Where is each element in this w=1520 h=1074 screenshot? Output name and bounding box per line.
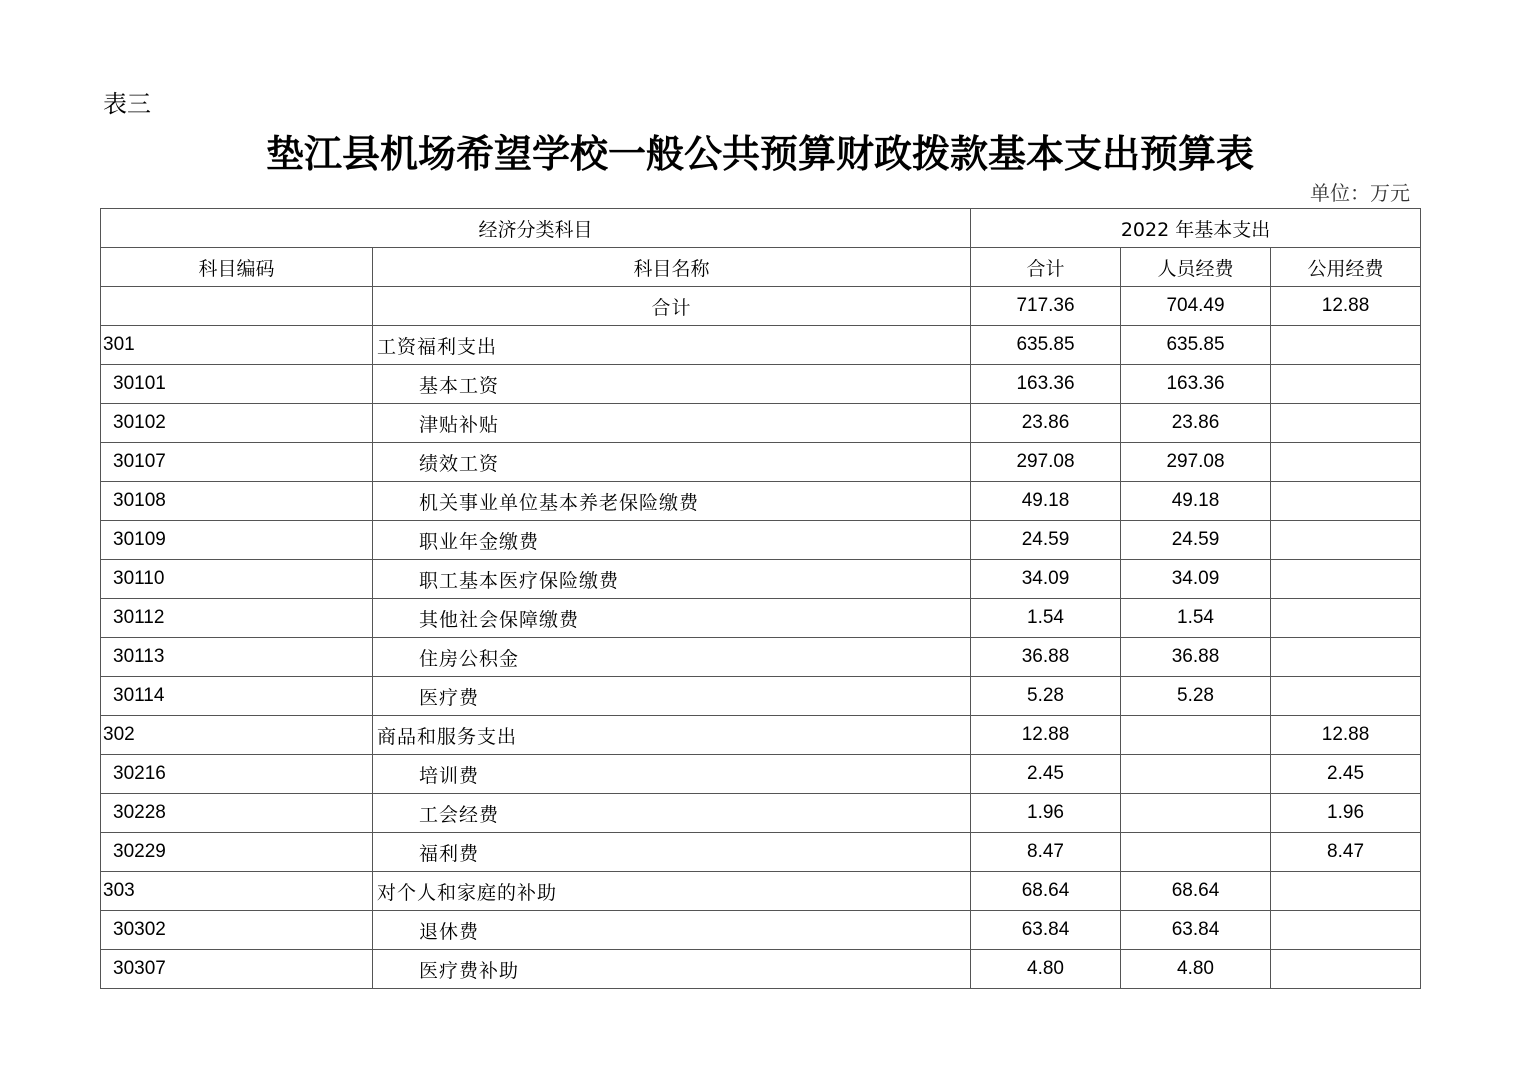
table-row	[101, 833, 1421, 872]
table-row	[101, 872, 1421, 911]
row-public	[1271, 521, 1421, 560]
page-title: 垫江县机场希望学校一般公共预算财政拨款基本支出预算表	[265, 131, 1254, 176]
row-code: 30307	[101, 950, 373, 989]
row-code: 30302	[101, 911, 373, 950]
row-total: 2.45	[971, 755, 1121, 794]
table-row	[101, 560, 1421, 599]
row-personnel: 49.18	[1121, 482, 1271, 521]
public-column-header: 公用经费	[1271, 248, 1421, 287]
row-name: 对个人和家庭的补助	[373, 872, 971, 911]
row-total: 1.96	[971, 794, 1121, 833]
row-name: 绩效工资	[373, 443, 971, 482]
total-row-code	[101, 287, 373, 326]
budget-table	[100, 208, 1421, 989]
row-total: 23.86	[971, 404, 1121, 443]
row-personnel: 5.28	[1121, 677, 1271, 716]
table-row	[101, 482, 1421, 521]
row-name: 津贴补贴	[373, 404, 971, 443]
table-row	[101, 950, 1421, 989]
row-name: 培训费	[373, 755, 971, 794]
row-public	[1271, 365, 1421, 404]
total-row-name: 合计	[373, 287, 971, 326]
table-row	[101, 443, 1421, 482]
table-label: 表三	[103, 90, 151, 118]
row-personnel: 68.64	[1121, 872, 1271, 911]
unit-label: 单位：万元	[1310, 181, 1410, 205]
row-total: 163.36	[971, 365, 1121, 404]
row-name: 住房公积金	[373, 638, 971, 677]
row-code: 30112	[101, 599, 373, 638]
row-public	[1271, 599, 1421, 638]
row-name: 医疗费补助	[373, 950, 971, 989]
row-public	[1271, 872, 1421, 911]
row-personnel: 1.54	[1121, 599, 1271, 638]
row-total: 34.09	[971, 560, 1121, 599]
row-personnel: 297.08	[1121, 443, 1271, 482]
row-code: 30229	[101, 833, 373, 872]
personnel-column-header: 人员经费	[1121, 248, 1271, 287]
row-code: 303	[101, 872, 373, 911]
budget-year-header: 2022 年基本支出	[971, 209, 1421, 248]
row-name: 机关事业单位基本养老保险缴费	[373, 482, 971, 521]
row-code: 30102	[101, 404, 373, 443]
row-personnel	[1121, 833, 1271, 872]
row-code: 30101	[101, 365, 373, 404]
total-row-total: 717.36	[971, 287, 1121, 326]
total-row-public: 12.88	[1271, 287, 1421, 326]
row-total: 63.84	[971, 911, 1121, 950]
row-code: 30113	[101, 638, 373, 677]
row-personnel: 34.09	[1121, 560, 1271, 599]
row-personnel: 23.86	[1121, 404, 1271, 443]
table-row	[101, 911, 1421, 950]
row-personnel: 36.88	[1121, 638, 1271, 677]
row-total: 5.28	[971, 677, 1121, 716]
row-name: 退休费	[373, 911, 971, 950]
row-total: 1.54	[971, 599, 1121, 638]
row-public	[1271, 677, 1421, 716]
name-column-header: 科目名称	[373, 248, 971, 287]
row-public	[1271, 326, 1421, 365]
table-row	[101, 404, 1421, 443]
row-total: 12.88	[971, 716, 1121, 755]
row-total: 36.88	[971, 638, 1121, 677]
row-public: 12.88	[1271, 716, 1421, 755]
row-name: 商品和服务支出	[373, 716, 971, 755]
row-code: 301	[101, 326, 373, 365]
row-public	[1271, 560, 1421, 599]
row-public	[1271, 638, 1421, 677]
row-personnel	[1121, 794, 1271, 833]
row-public	[1271, 482, 1421, 521]
row-total: 635.85	[971, 326, 1121, 365]
table-row	[101, 521, 1421, 560]
row-total: 297.08	[971, 443, 1121, 482]
row-personnel: 163.36	[1121, 365, 1271, 404]
group-header-row	[101, 209, 1421, 248]
row-personnel: 4.80	[1121, 950, 1271, 989]
row-name: 医疗费	[373, 677, 971, 716]
table-row	[101, 365, 1421, 404]
table-row	[101, 599, 1421, 638]
row-code: 30108	[101, 482, 373, 521]
row-personnel: 635.85	[1121, 326, 1271, 365]
row-public: 2.45	[1271, 755, 1421, 794]
row-total: 8.47	[971, 833, 1121, 872]
table-row	[101, 794, 1421, 833]
row-public	[1271, 404, 1421, 443]
row-name: 福利费	[373, 833, 971, 872]
row-name: 其他社会保障缴费	[373, 599, 971, 638]
total-row	[101, 287, 1421, 326]
row-code: 30228	[101, 794, 373, 833]
row-personnel	[1121, 716, 1271, 755]
row-public	[1271, 911, 1421, 950]
row-name: 基本工资	[373, 365, 971, 404]
column-header-row	[101, 248, 1421, 287]
row-code: 30107	[101, 443, 373, 482]
row-public: 8.47	[1271, 833, 1421, 872]
row-total: 68.64	[971, 872, 1121, 911]
row-code: 30114	[101, 677, 373, 716]
row-total: 49.18	[971, 482, 1121, 521]
row-personnel: 63.84	[1121, 911, 1271, 950]
row-name: 工会经费	[373, 794, 971, 833]
row-name: 工资福利支出	[373, 326, 971, 365]
row-code: 30216	[101, 755, 373, 794]
classification-header: 经济分类科目	[101, 209, 971, 248]
table-row	[101, 716, 1421, 755]
row-total: 24.59	[971, 521, 1121, 560]
total-column-header: 合计	[971, 248, 1121, 287]
table-row	[101, 677, 1421, 716]
row-name: 职业年金缴费	[373, 521, 971, 560]
code-column-header: 科目编码	[101, 248, 373, 287]
row-code: 30109	[101, 521, 373, 560]
row-name: 职工基本医疗保险缴费	[373, 560, 971, 599]
row-public	[1271, 950, 1421, 989]
table-row	[101, 638, 1421, 677]
row-public	[1271, 443, 1421, 482]
row-public: 1.96	[1271, 794, 1421, 833]
row-personnel	[1121, 755, 1271, 794]
row-code: 302	[101, 716, 373, 755]
row-total: 4.80	[971, 950, 1121, 989]
row-code: 30110	[101, 560, 373, 599]
total-row-personnel: 704.49	[1121, 287, 1271, 326]
table-row	[101, 755, 1421, 794]
table-row	[101, 326, 1421, 365]
row-personnel: 24.59	[1121, 521, 1271, 560]
